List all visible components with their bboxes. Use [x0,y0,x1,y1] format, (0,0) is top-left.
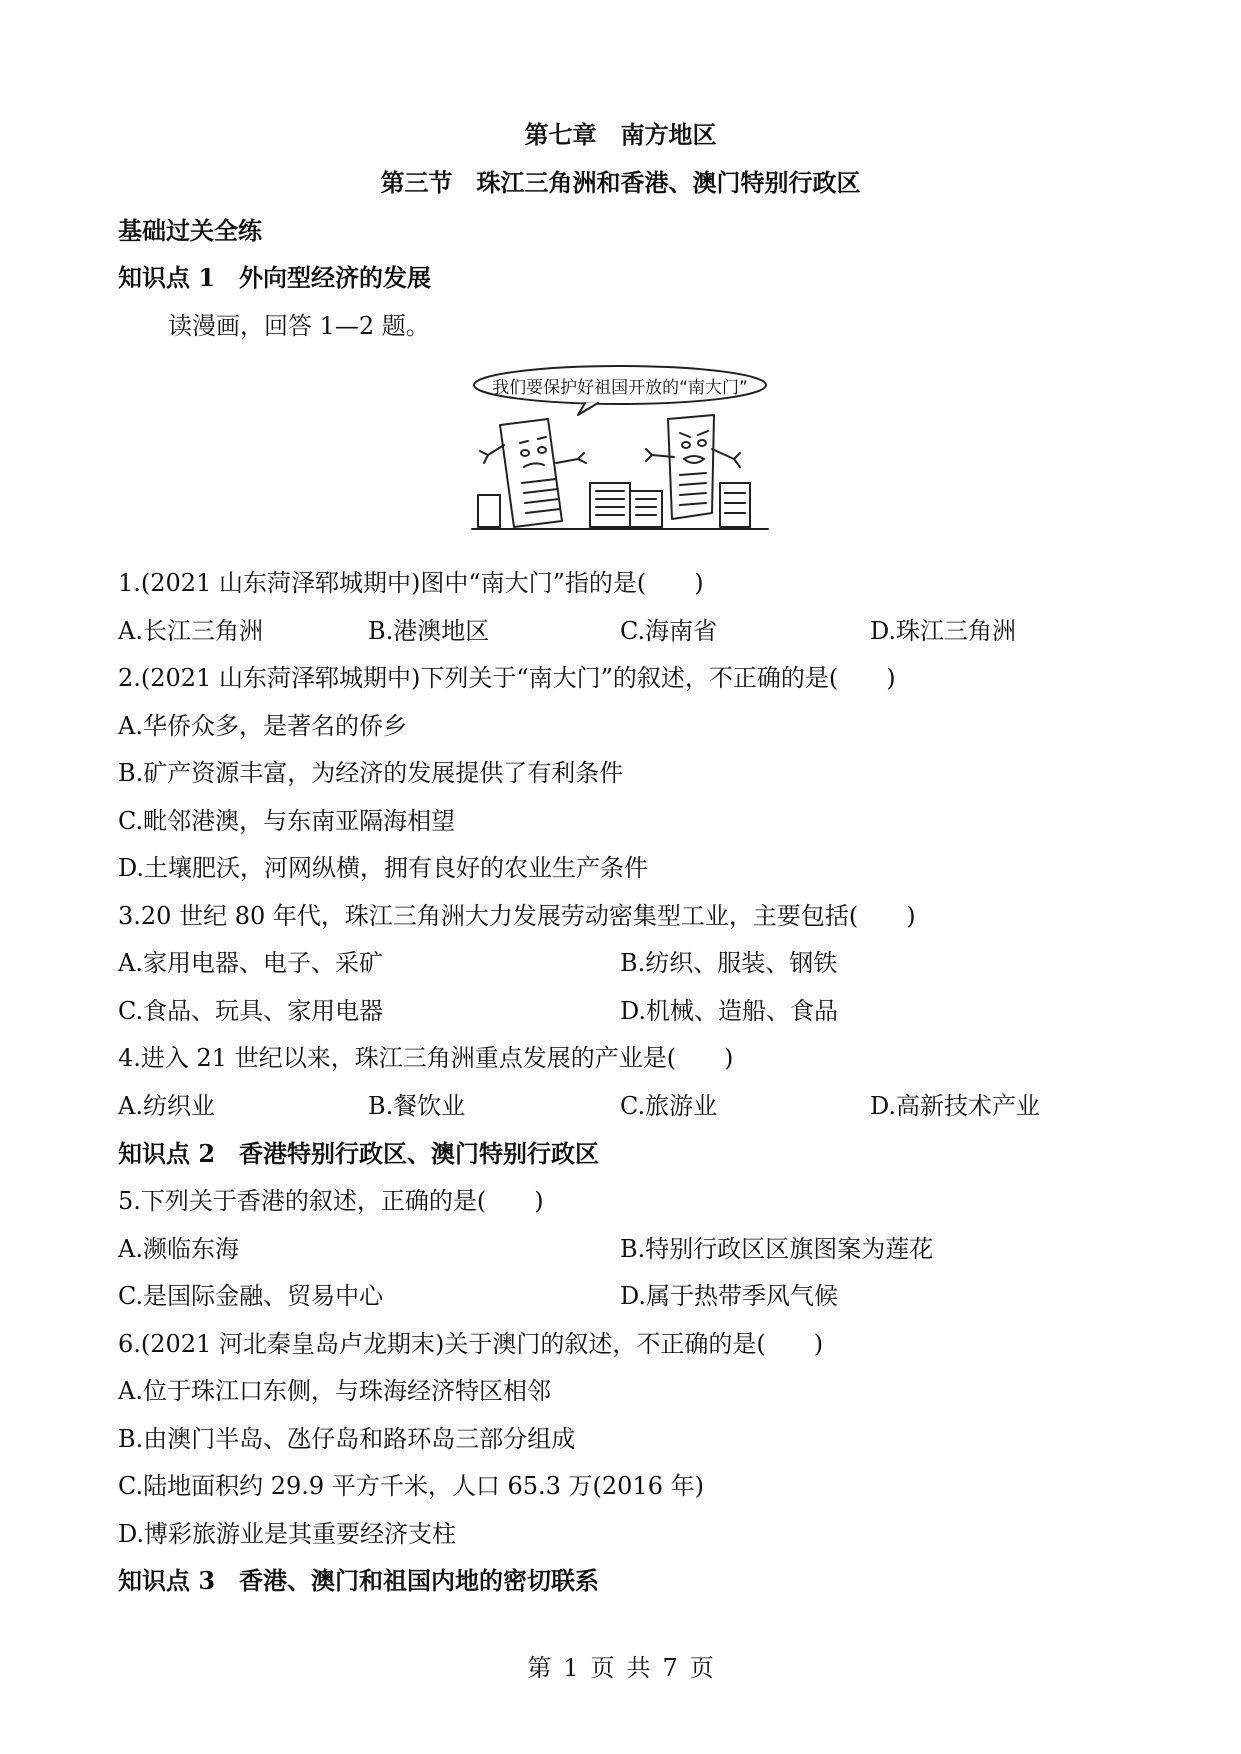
question-6-option-b: B.由澳门半岛、氹仔岛和路环岛三部分组成 [118,1425,576,1453]
question-2-option-b: B.矿产资源丰富，为经济的发展提供了有利条件 [118,759,624,787]
question-5-option-c: C.是国际金融、贸易中心 [118,1282,384,1310]
question-6-option-d: D.博彩旅游业是其重要经济支柱 [118,1520,457,1548]
question-2-option-c: C.毗邻港澳，与东南亚隔海相望 [118,807,456,835]
question-6-stem: 6.(2021 河北秦皇岛卢龙期末)关于澳门的叙述，不正确的是( ) [118,1330,824,1358]
question-3-option-d: D.机械、造船、食品 [620,997,839,1025]
question-3-stem: 3.20 世纪 80 年代，珠江三角洲大力发展劳动密集型工业，主要包括( ) [118,902,916,930]
question-5-option-d: D.属于热带季风气候 [620,1282,839,1310]
question-4-option-c: C.旅游业 [620,1092,718,1120]
question-1-option-a: A.长江三角洲 [118,617,263,645]
speech-bubble-text: 我们要保护好祖国开放的“南大门” [492,378,748,398]
footer-word-di: 第 [527,1654,552,1682]
question-4-option-b: B.餐饮业 [368,1092,466,1120]
total-pages: 7 [662,1654,678,1682]
question-3-option-c: C.食品、玩具、家用电器 [118,997,384,1025]
question-1-stem: 1.(2021 山东菏泽郓城期中)图中“南大门”指的是( ) [118,569,704,597]
question-4-option-d: D.高新技术产业 [870,1092,1041,1120]
footer-word-gong: 共 [626,1654,651,1682]
question-1-option-b: B.港澳地区 [368,617,490,645]
question-4-stem: 4.进入 21 世纪以来，珠江三角洲重点发展的产业是( ) [118,1044,734,1072]
cartoon-illustration [470,363,770,535]
question-3-option-a: A.家用电器、电子、采矿 [118,949,383,977]
question-3-option-b: B.纺织、服装、钢铁 [620,949,838,977]
page-footer [0,1648,1241,1683]
chapter-title: 第七章 南方地区 [524,120,717,149]
footer-word-ye: 页 [590,1654,615,1682]
page-number: 1 [563,1654,579,1682]
question-6-option-c: C.陆地面积约 29.9 平方千米，人口 65.3 万(2016 年) [118,1472,704,1500]
question-2-option-d: D.土壤肥沃，河网纵横，拥有良好的农业生产条件 [118,854,649,882]
question-5-option-a: A.濒临东海 [118,1235,239,1263]
question-2-option-a: A.华侨众多，是著名的侨乡 [118,712,407,740]
question-1-option-c: C.海南省 [620,617,718,645]
footer-word-ye-2: 页 [689,1654,714,1682]
question-5-option-b: B.特别行政区区旗图案为莲花 [620,1235,934,1263]
question-4-option-a: A.纺织业 [118,1092,215,1120]
question-1-option-d: D.珠江三角洲 [870,617,1017,645]
question-5-stem: 5.下列关于香港的叙述，正确的是( ) [118,1187,544,1215]
intro-text: 读漫画，回答 1—2 题。 [168,312,430,340]
practice-heading: 基础过关全练 [118,216,262,245]
knowledge-point-2-heading: 知识点 2 香港特别行政区、澳门特别行政区 [118,1139,600,1168]
knowledge-point-3-heading: 知识点 3 香港、澳门和祖国内地的密切联系 [118,1566,600,1595]
knowledge-point-1-heading: 知识点 1 外向型经济的发展 [118,263,432,292]
section-title: 第三节 珠江三角洲和香港、澳门特别行政区 [380,168,861,197]
question-6-option-a: A.位于珠江口东侧，与珠海经济特区相邻 [118,1377,551,1405]
question-2-stem: 2.(2021 山东菏泽郓城期中)下列关于“南大门”的叙述，不正确的是( ) [118,664,896,692]
